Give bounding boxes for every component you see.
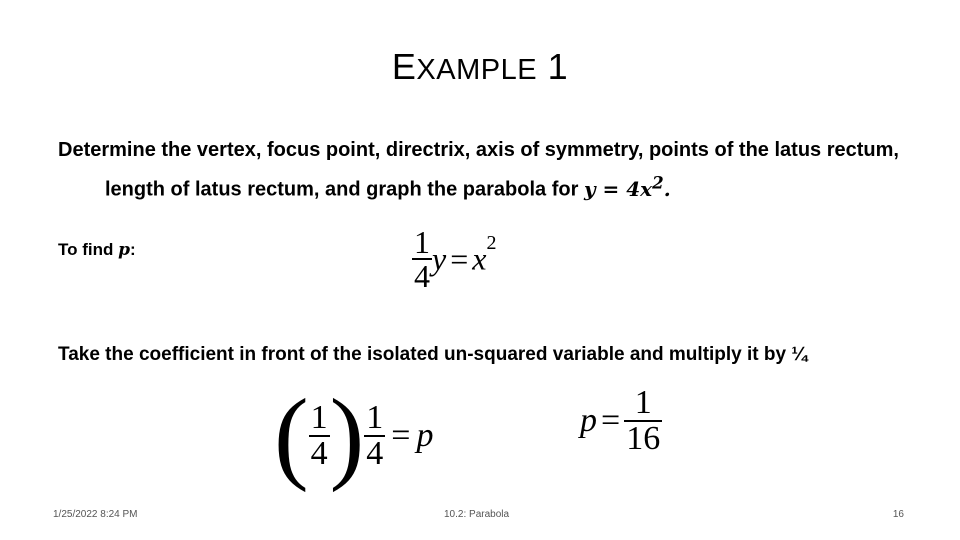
footer-page-number: 16	[892, 509, 904, 520]
fraction-one-quarter: $\frac{1}{4}$	[414, 224, 430, 294]
footer-section: 10.2: Parabola	[444, 509, 510, 520]
fraction-one-quarter-a: $\frac{1}{4}$	[310, 399, 328, 472]
instruction-text: Take the coefficient in front of the isolated un-squared variable and multiply it by ¼	[58, 344, 808, 365]
slide-title: EXAMPLE 1	[391, 46, 569, 87]
equation-p-equals-one-sixteenth: p = $\frac{1}{16}$	[580, 384, 661, 457]
equation-quarter-y-equals-x-squared: $\frac{1}{4}$ $y = x^2$	[414, 224, 497, 294]
find-p-label: To find p:	[58, 240, 136, 260]
equation-product-equals-p: ( $\frac{1}{4}$ ) $\frac{1}{4}$ = p	[274, 378, 434, 493]
problem-statement: Determine the vertex, focus point, directrix, axis of symmetry, points of the latus rectum, length of latus rectum, and graph the parabola for $y = 4x^2$.	[58, 139, 899, 201]
footer-date: 1/25/2022 8:24 PM	[53, 509, 138, 520]
fraction-one-sixteenth: $\frac{1}{16}$	[626, 384, 661, 457]
fraction-one-quarter-b: $\frac{1}{4}$	[366, 399, 384, 472]
problem-equation: $y = 4x^2$.	[583, 172, 671, 201]
